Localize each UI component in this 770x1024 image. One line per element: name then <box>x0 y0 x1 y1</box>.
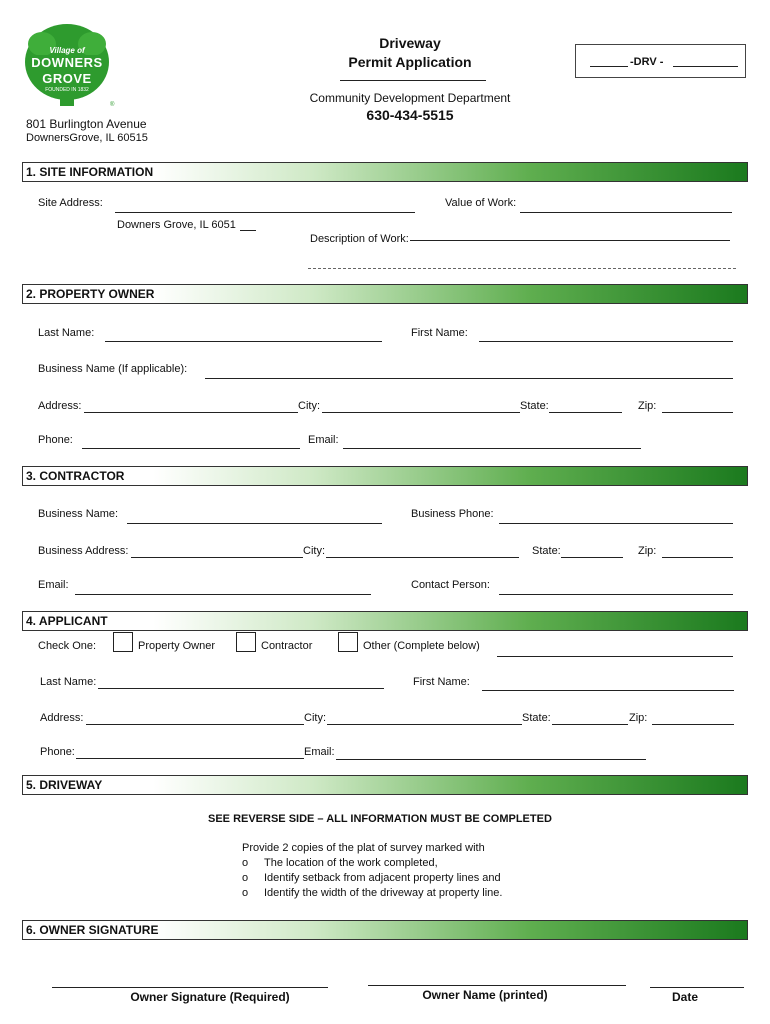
form-title-line2: Permit Application <box>348 54 472 70</box>
owner-email-field[interactable] <box>343 448 641 449</box>
owner-last-name-label: Last Name: <box>38 327 95 339</box>
svg-text:®: ® <box>110 102 115 108</box>
contractor-business-address-field[interactable] <box>131 557 303 558</box>
owner-name-printed-field[interactable] <box>368 985 626 986</box>
date-label: Date <box>671 990 698 1004</box>
logo-text-top: Village of <box>49 46 85 55</box>
section-owner-title: 2. PROPERTY OWNER <box>26 287 155 301</box>
other-description-field[interactable] <box>497 656 733 657</box>
section-contractor-title: 3. CONTRACTOR <box>26 469 125 483</box>
owner-city-field[interactable] <box>322 412 520 413</box>
owner-state-label: State: <box>520 400 549 412</box>
section-driveway-title: 5. DRIVEWAY <box>26 778 103 792</box>
applicant-email-label: Email: <box>304 746 335 758</box>
owner-business-name-field[interactable] <box>205 378 733 379</box>
checkbox-contractor[interactable] <box>236 632 256 652</box>
contractor-zip-label: Zip: <box>638 545 657 557</box>
section-signature-title: 6. OWNER SIGNATURE <box>26 923 159 937</box>
section-site-header <box>22 162 748 182</box>
applicant-city-label: City: <box>304 712 326 724</box>
department-name: Community Development Department <box>309 91 511 105</box>
contractor-business-name-field[interactable] <box>127 523 382 524</box>
owner-email-label: Email: <box>308 434 339 446</box>
section-contractor-header <box>22 466 748 486</box>
applicant-zip-label: Zip: <box>629 712 648 724</box>
option-other-label: Other (Complete below) <box>363 640 480 652</box>
owner-last-name-field[interactable] <box>105 341 382 342</box>
applicant-first-name-field[interactable] <box>482 690 734 691</box>
check-one-label: Check One: <box>38 640 97 652</box>
site-city-state-zip: Downers Grove, IL 6051 <box>117 219 236 231</box>
applicant-last-name-label: Last Name: <box>40 676 97 688</box>
contractor-state-field[interactable] <box>561 557 623 558</box>
permit-drv-label: -DRV - <box>630 56 664 68</box>
site-address-label: Site Address: <box>38 197 103 209</box>
contractor-email-label: Email: <box>38 579 69 591</box>
section-applicant-header <box>22 611 748 631</box>
applicant-address-field[interactable] <box>86 724 304 725</box>
site-address-field[interactable] <box>115 212 415 213</box>
contractor-business-address-label: Business Address: <box>38 545 129 557</box>
permit-number-box <box>575 44 746 78</box>
address-line2: DownersGrove, IL 60515 <box>26 132 148 144</box>
title-underline <box>340 80 486 81</box>
option-property-owner-label: Property Owner <box>138 640 216 652</box>
driveway-intro: Provide 2 copies of the plat of survey marked with <box>242 842 485 854</box>
owner-address-label: Address: <box>38 400 82 412</box>
owner-state-field[interactable] <box>549 412 622 413</box>
permit-number-field[interactable] <box>673 66 738 67</box>
logo-text-small: FOUNDED IN 1832 <box>45 87 89 93</box>
section-applicant-title: 4. APPLICANT <box>26 614 108 628</box>
section-driveway-header <box>22 775 748 795</box>
description-label: Description of Work: <box>310 233 409 245</box>
form-title-line1: Driveway <box>379 35 441 51</box>
owner-address-field[interactable] <box>84 412 298 413</box>
owner-signature-label: Owner Signature (Required) <box>130 990 290 1004</box>
owner-zip-field[interactable] <box>662 412 733 413</box>
contractor-business-name-label: Business Name: <box>38 508 119 520</box>
section-owner-header <box>22 284 748 304</box>
contractor-business-phone-field[interactable] <box>499 523 733 524</box>
owner-phone-label: Phone: <box>38 434 73 446</box>
driveway-bullet-2: Identify setback from adjacent property lines and <box>264 872 501 884</box>
owner-name-printed-label: Owner Name (printed) <box>422 988 548 1002</box>
owner-business-name-label: Business Name (If applicable): <box>38 363 188 375</box>
driveway-bullet-marker-2: o <box>242 872 249 884</box>
logo-text-main1: DOWNERS <box>26 55 108 70</box>
applicant-zip-field[interactable] <box>652 724 734 725</box>
department-phone: 630-434-5515 <box>366 107 454 123</box>
owner-city-label: City: <box>298 400 320 412</box>
site-zip-suffix-field[interactable] <box>240 230 256 231</box>
owner-first-name-label: First Name: <box>411 327 468 339</box>
logo-text-main2: GROVE <box>42 71 92 86</box>
owner-zip-label: Zip: <box>638 400 657 412</box>
applicant-state-label: State: <box>522 712 551 724</box>
contractor-business-phone-label: Business Phone: <box>411 508 494 520</box>
applicant-phone-label: Phone: <box>40 746 75 758</box>
description-field-2[interactable] <box>308 268 736 269</box>
applicant-first-name-label: First Name: <box>413 676 470 688</box>
date-field[interactable] <box>650 987 744 988</box>
contractor-contact-person-field[interactable] <box>499 594 733 595</box>
applicant-address-label: Address: <box>40 712 84 724</box>
contractor-email-field[interactable] <box>75 594 371 595</box>
permit-year-field[interactable] <box>590 66 628 67</box>
applicant-state-field[interactable] <box>552 724 628 725</box>
driveway-bullet-1: The location of the work completed, <box>264 857 438 869</box>
applicant-last-name-field[interactable] <box>98 688 384 689</box>
contractor-state-label: State: <box>532 545 561 557</box>
checkbox-other[interactable] <box>338 632 358 652</box>
owner-signature-field[interactable] <box>52 987 328 988</box>
owner-first-name-field[interactable] <box>479 341 733 342</box>
section-site-title: 1. SITE INFORMATION <box>26 165 154 179</box>
owner-phone-field[interactable] <box>82 448 300 449</box>
section-signature-header <box>22 920 748 940</box>
address-line1: 801 Burlington Avenue <box>26 117 147 131</box>
value-of-work-label: Value of Work: <box>445 197 517 209</box>
contractor-city-field[interactable] <box>326 557 519 558</box>
applicant-city-field[interactable] <box>327 724 522 725</box>
applicant-phone-field[interactable] <box>76 758 304 759</box>
contractor-city-label: City: <box>303 545 325 557</box>
driveway-notice: SEE REVERSE SIDE – ALL INFORMATION MUST BE COMPLETED <box>208 813 552 825</box>
applicant-email-field[interactable] <box>336 759 646 760</box>
contractor-zip-field[interactable] <box>662 557 733 558</box>
village-logo <box>22 22 115 110</box>
description-field-1[interactable] <box>410 240 730 241</box>
option-contractor-label: Contractor <box>261 640 313 652</box>
value-of-work-field[interactable] <box>520 212 732 213</box>
contractor-contact-person-label: Contact Person: <box>411 579 490 591</box>
driveway-bullet-marker-1: o <box>242 857 249 869</box>
checkbox-property-owner[interactable] <box>113 632 133 652</box>
driveway-bullet-marker-3: o <box>242 887 249 899</box>
driveway-bullet-3: Identify the width of the driveway at property line. <box>264 887 503 899</box>
